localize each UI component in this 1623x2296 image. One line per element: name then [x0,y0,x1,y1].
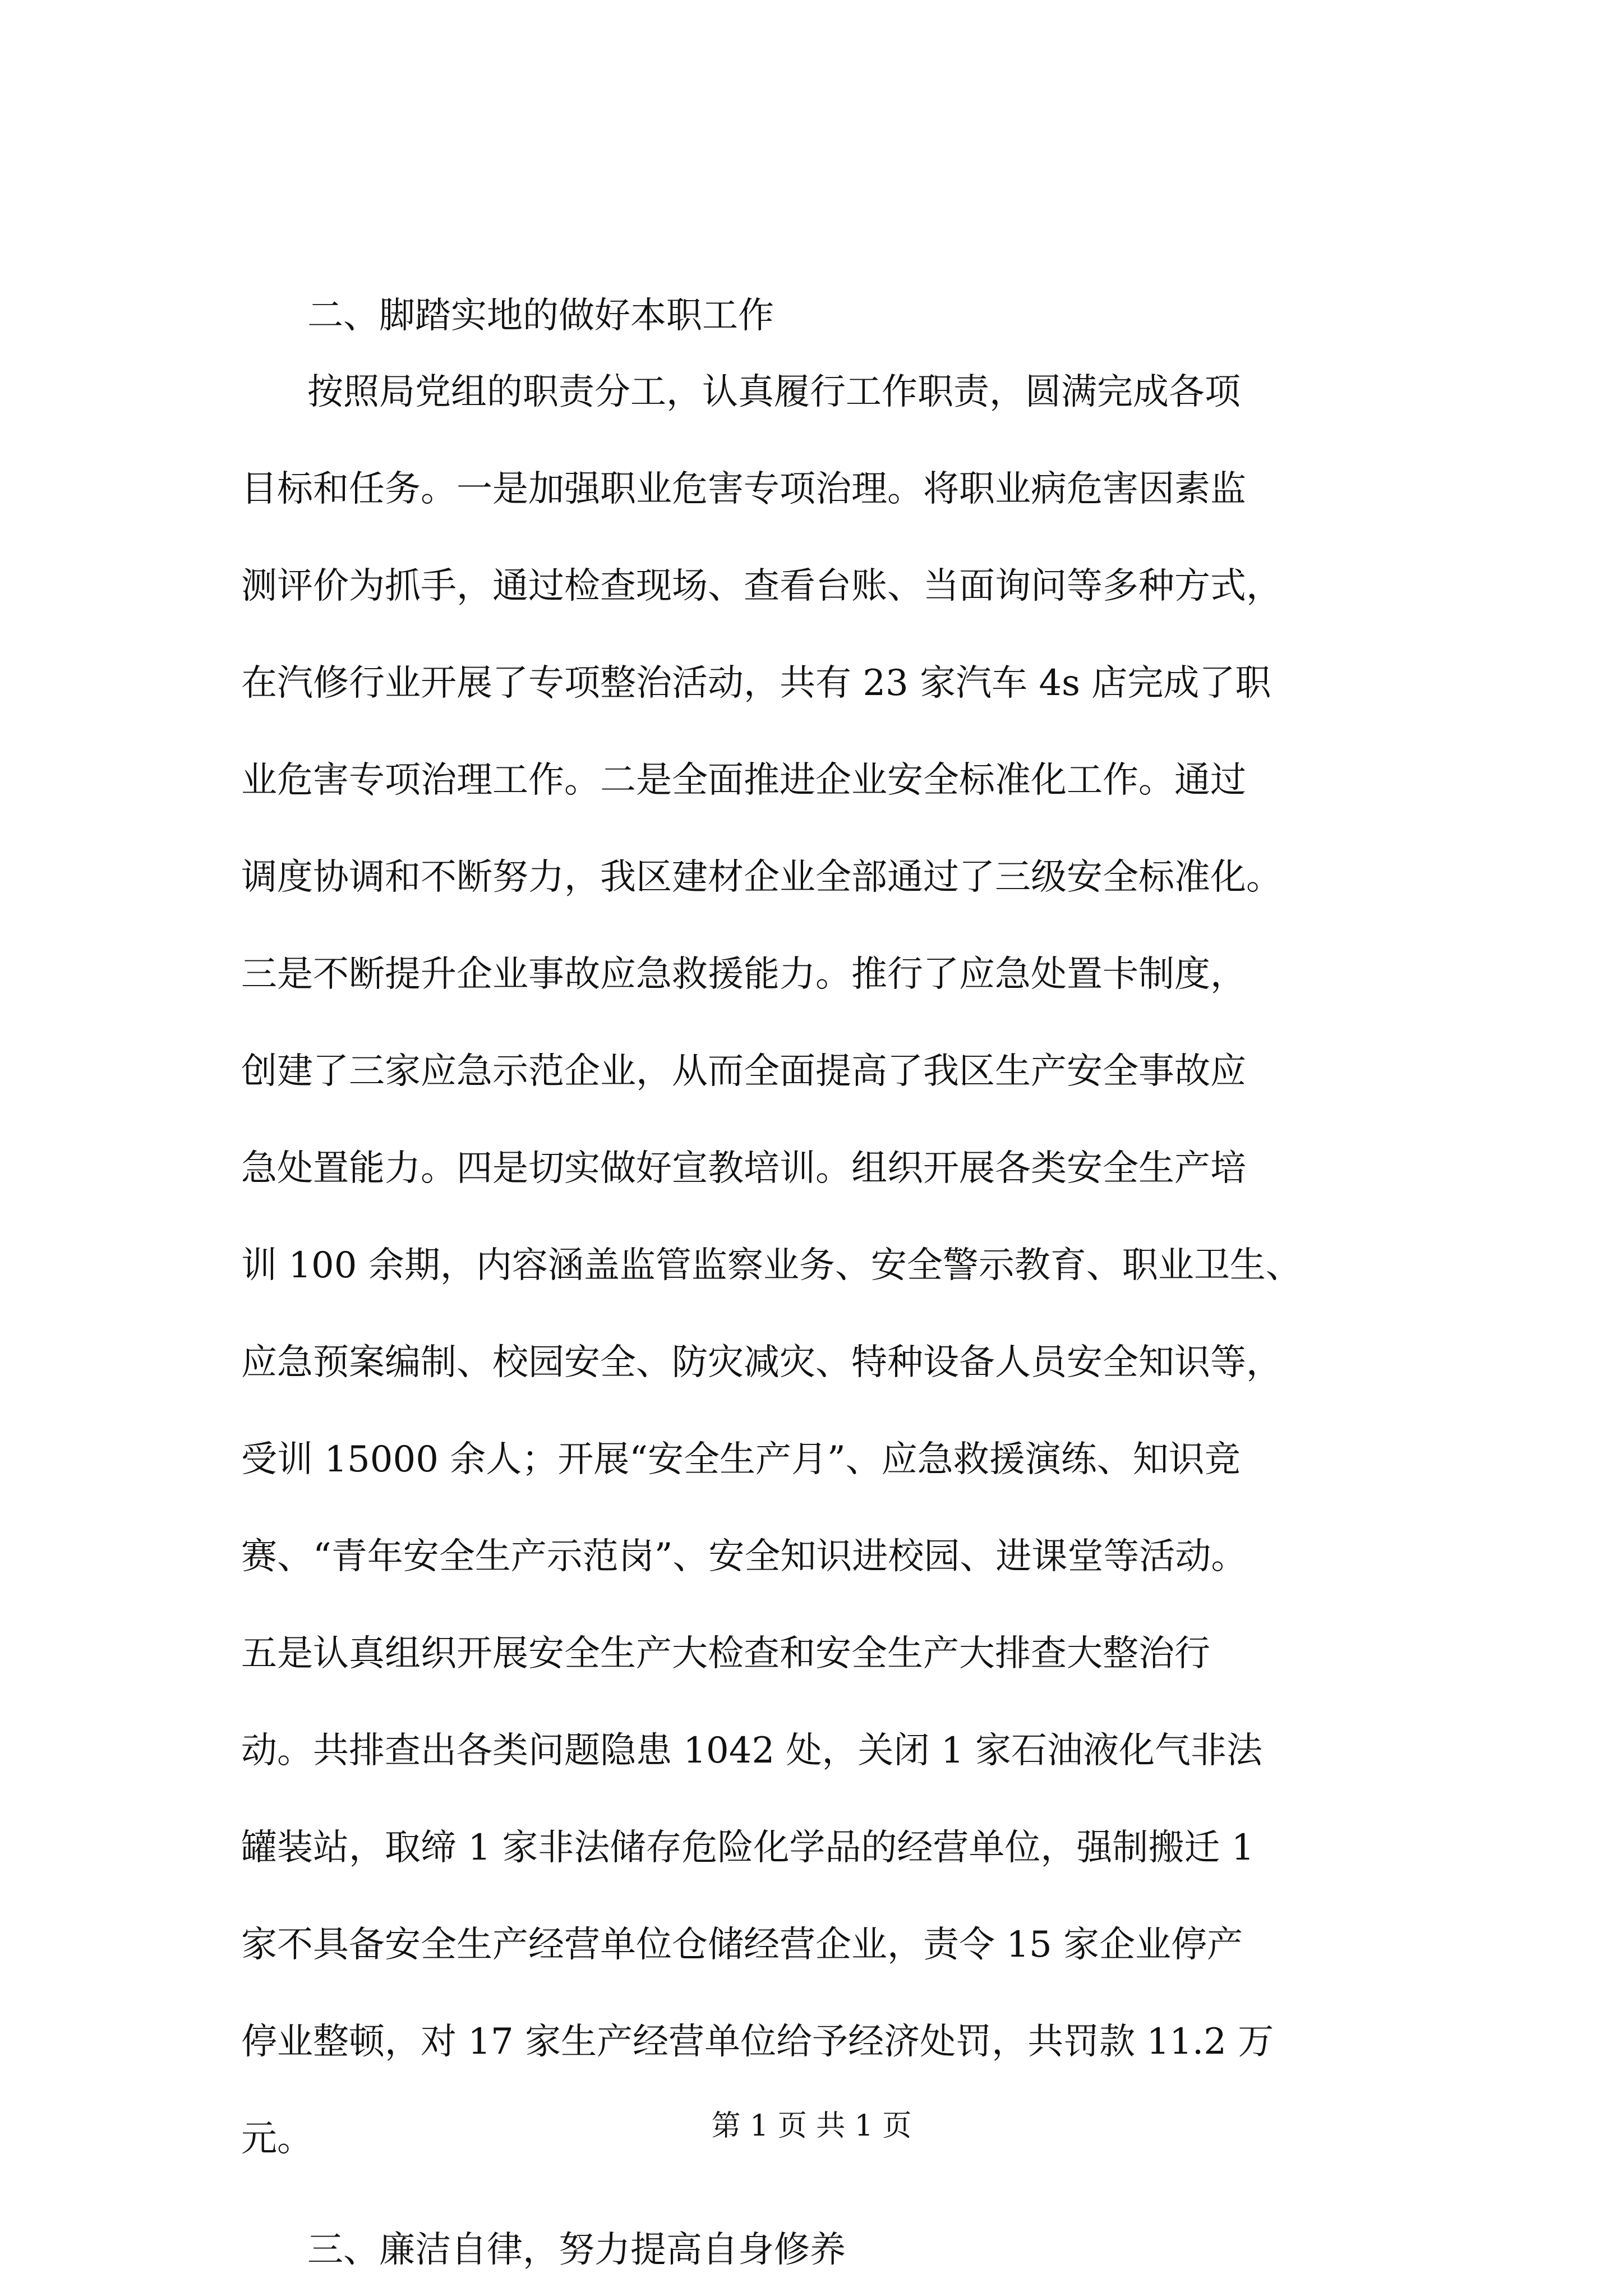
body-line-4: 在汽修行业开展了专项整治活动，共有 23 家汽车 4s 店完成了职 [241,662,1271,704]
body-line-2: 目标和任务。一是加强职业危害专项治理。将职业病危害因素监 [241,468,1246,510]
section-heading-3: 三、廉洁自律，努力提高自身修养 [307,2229,846,2271]
body-line-12: 受训 15000 余人；开展“安全生产月”、应急救援演练、知识竞 [241,1439,1241,1480]
page-footer: 第 1 页 共 1 页 [711,2109,912,2143]
section-body [241,368,1430,2163]
body-line-16: 罐装站，取缔 1 家非法储存危险化学品的经营单位，强制搬迁 1 [241,1827,1255,1869]
body-line-7: 三是不断提升企业事故应急救援能力。推行了应急处置卡制度， [241,954,1246,995]
body-line-19: 元。 [241,2118,313,2160]
body-line-11: 应急预案编制、校园安全、防灾减灾、特种设备人员安全知识等， [241,1342,1282,1383]
body-line-6: 调度协调和不断努力，我区建材企业全部通过了三级安全标准化。 [241,857,1282,898]
body-line-14: 五是认真组织开展安全生产大检查和安全生产大排查大整治行 [241,1633,1210,1674]
body-line-15: 动。共排查出各类问题隐患 1042 处，关闭 1 家石油液化气非法 [241,1730,1262,1772]
body-line-5: 业危害专项治理工作。二是全面推进企业安全标准化工作。通过 [241,760,1246,801]
body-line-13: 赛、“青年安全生产示范岗”、安全知识进校园、进课堂等活动。 [241,1536,1247,1577]
body-line-1: 按照局党组的职责分工，认真履行工作职责，圆满完成各项 [307,371,1241,413]
body-line-10: 训 100 余期，内容涵盖监管监察业务、安全警示教育、职业卫生、 [241,1245,1302,1286]
body-line-8: 创建了三家应急示范企业，从而全面提高了我区生产安全事故应 [241,1051,1246,1092]
body-line-3: 测评价为抓手，通过检查现场、查看台账、当面询问等多种方式， [241,565,1282,607]
section-heading-2: 二、脚踏实地的做好本职工作 [307,295,774,337]
document-content [241,292,1430,2274]
body-line-17: 家不具备安全生产经营单位仓储经营企业，责令 15 家企业停产 [241,1924,1243,1966]
body-line-18: 停业整顿，对 17 家生产经营单位给予经济处罚，共罚款 11.2 万 [241,2021,1274,2063]
body-line-9: 急处置能力。四是切实做好宣教培训。组织开展各类安全生产培 [241,1148,1246,1189]
